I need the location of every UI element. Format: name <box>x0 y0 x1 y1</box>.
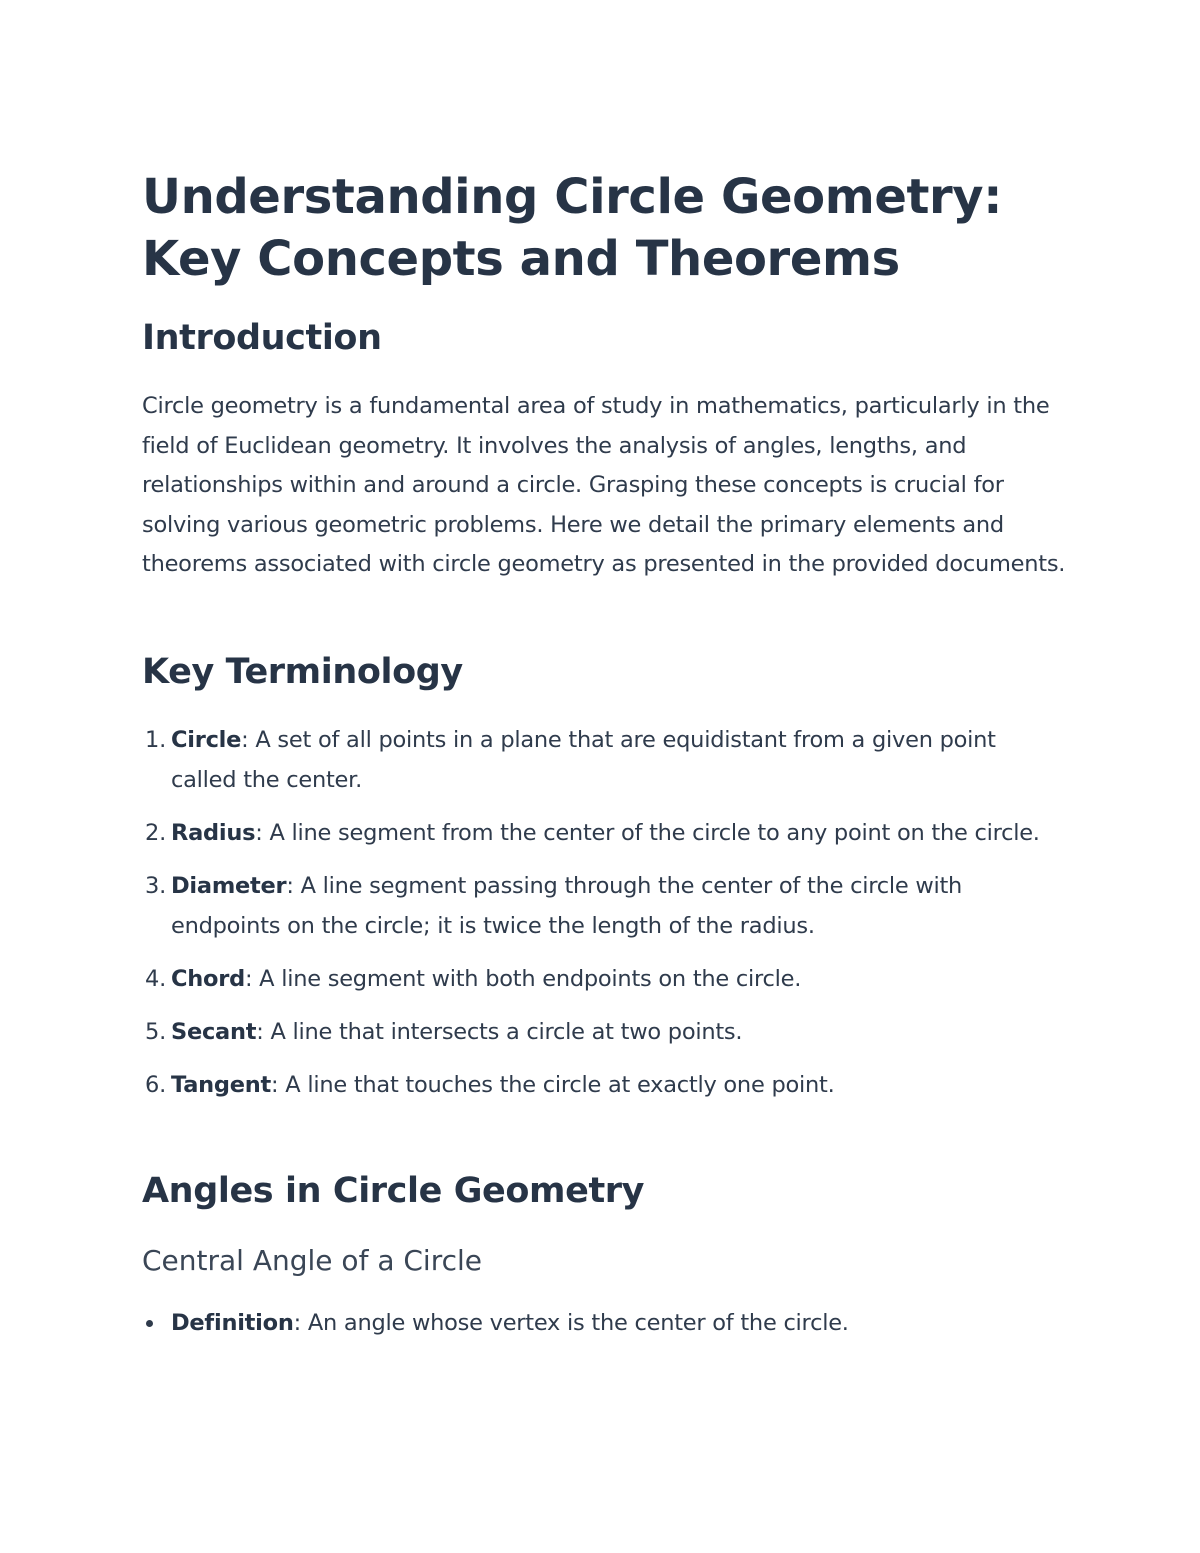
term-label: Secant <box>171 1019 257 1045</box>
term-label: Definition <box>171 1310 294 1336</box>
term-definition: : An angle whose vertex is the center of the circle. <box>293 1310 849 1336</box>
term-definition: : A line that touches the circle at exactly one point. <box>271 1072 835 1098</box>
list-number: 4. <box>145 966 166 992</box>
term-label: Diameter <box>171 873 287 899</box>
list-number: 3. <box>145 873 166 899</box>
list-item <box>142 813 1067 853</box>
list-item <box>142 1065 1067 1105</box>
term-label: Radius <box>171 820 256 846</box>
introduction-heading: Introduction <box>142 318 382 358</box>
list-item <box>142 720 1067 800</box>
list-item <box>142 1303 1067 1343</box>
list-number: 6. <box>145 1072 166 1098</box>
term-label: Circle <box>171 727 242 753</box>
bullet-dot-icon <box>146 1320 153 1327</box>
term-definition: : A line segment from the center of the circle to any point on the circle. <box>255 820 1040 846</box>
terminology-list <box>142 720 1067 1118</box>
central-angle-heading: Central Angle of a Circle <box>142 1244 483 1277</box>
term-definition: : A line segment with both endpoints on the circle. <box>244 966 802 992</box>
term-label: Chord <box>171 966 245 992</box>
page-title: Understanding Circle Geometry: Key Concepts and Theorems <box>142 169 1002 287</box>
angles-heading: Angles in Circle Geometry <box>142 1171 645 1211</box>
central-angle-bullets <box>142 1303 1067 1356</box>
key-terminology-heading: Key Terminology <box>142 652 463 692</box>
list-item <box>142 1012 1067 1052</box>
term-definition: : A line segment passing through the center of the circle with endpoints on the circle; it is twice the length of the radius. <box>171 873 963 939</box>
list-item <box>142 866 1067 946</box>
term-label: Tangent <box>171 1072 272 1098</box>
list-number: 5. <box>145 1019 166 1045</box>
term-definition: : A line that intersects a circle at two points. <box>256 1019 743 1045</box>
introduction-paragraph: Circle geometry is a fundamental area of study in mathematics, particularly in the field of Euclidean geometry. It involves the analysis of angles, lengths, and relationships within and around a circle. Grasping these concepts is crucial for solving various geometric problems. Here we detail the primary elements and theorems associated with circle geometry as presented in the provided documents. <box>142 393 1066 577</box>
list-item <box>142 959 1067 999</box>
list-number: 1. <box>145 727 166 753</box>
term-definition: : A set of all points in a plane that are equidistant from a given point called the center. <box>171 727 996 793</box>
list-number: 2. <box>145 820 166 846</box>
